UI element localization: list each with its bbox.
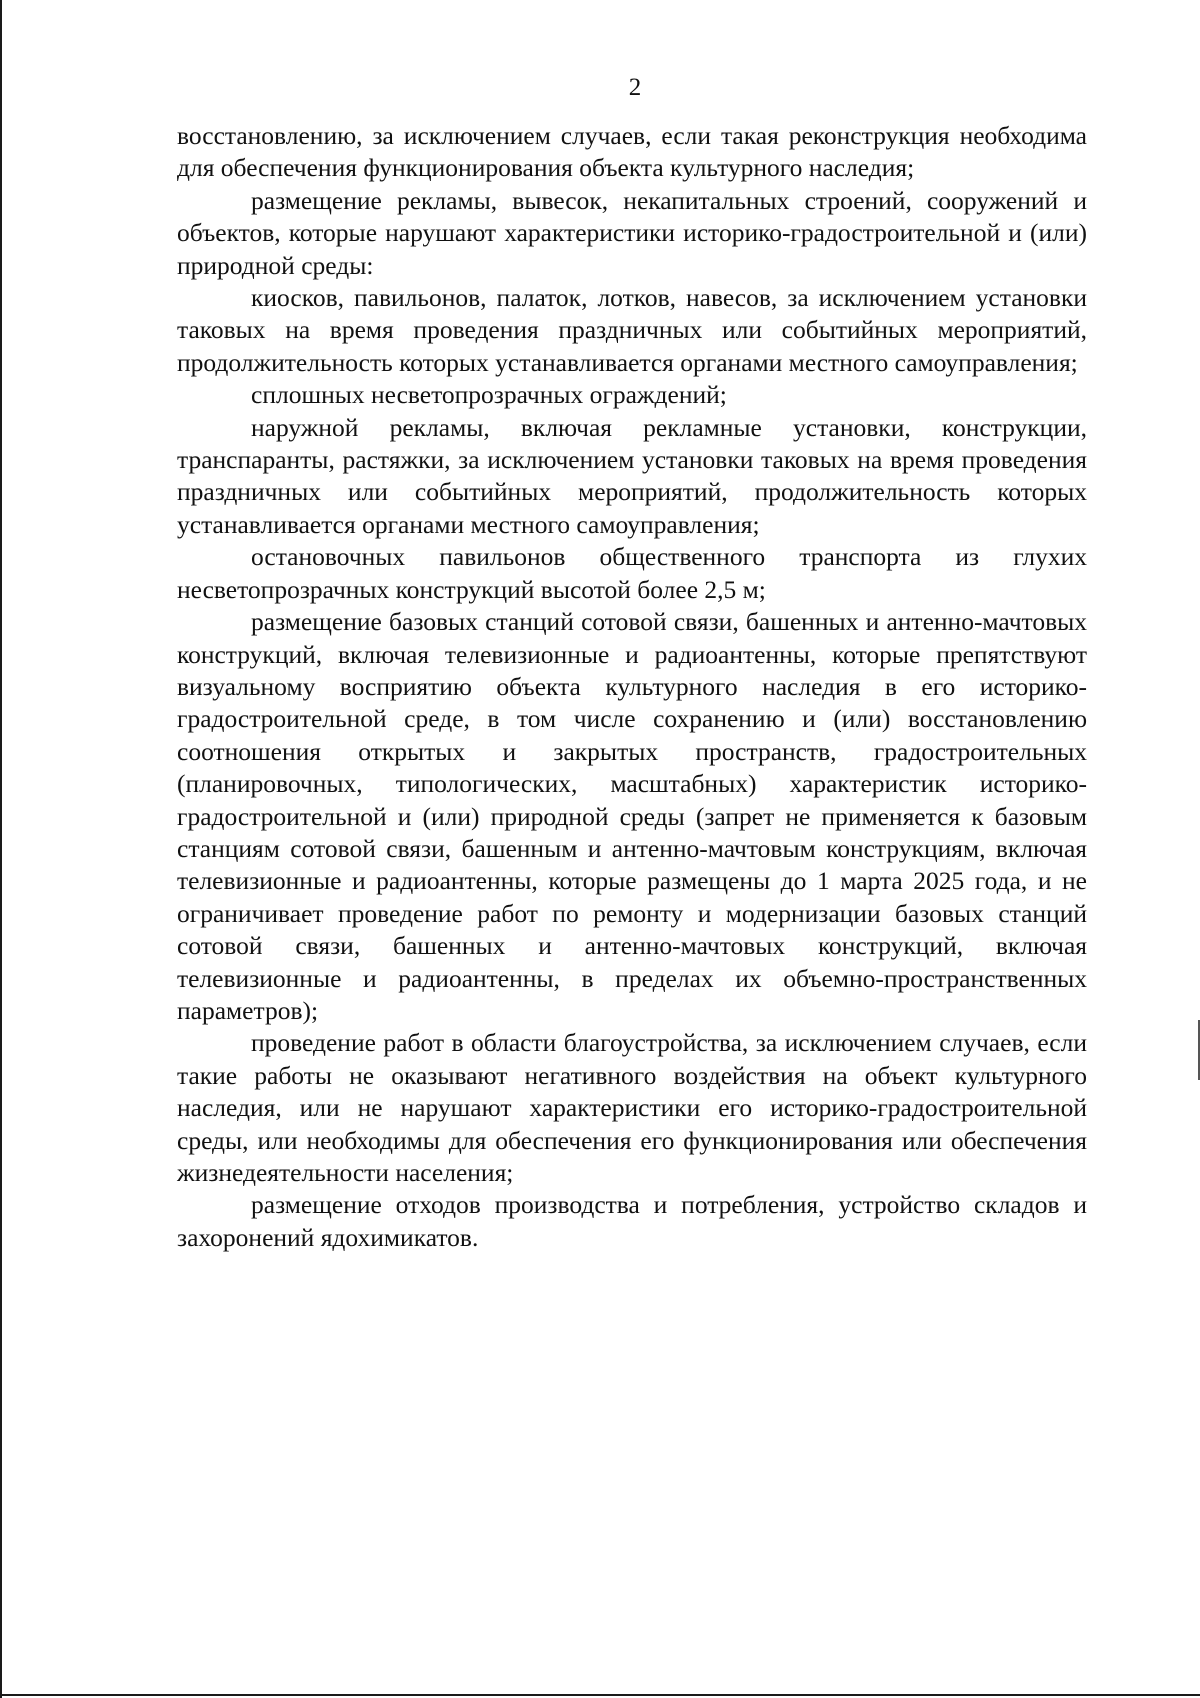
paragraph: сплошных несветопрозрачных ограждений; <box>251 380 727 410</box>
page-number: 2 <box>628 74 642 101</box>
paragraph: киосков, павильонов, палаток, лотков, навесов, за исключением установки таковых на время проведения праздничных или событийных мероприятий, продолжительность которых устанавливается органами местного самоуправления; <box>177 283 1087 377</box>
paragraph: размещение отходов производства и потребления, устройство складов и захоронений ядохимикатов. <box>177 1190 1087 1252</box>
document-body <box>177 120 1087 1254</box>
scan-edge-left <box>0 0 2 1698</box>
paragraph: остановочных павильонов общественного транспорта из глухих несветопрозрачных конструкций высотой более 2,5 м; <box>177 542 1087 604</box>
paragraph: проведение работ в области благоустройства, за исключением случаев, если такие работы не оказывают негативного воздействия на объект культурного наследия, или не нарушают характеристики его историко-градостроительной среды, или необходимы для обеспечения его функционирования или обеспечения жизнедеятельности населения; <box>177 1028 1087 1187</box>
paragraph: размещение базовых станций сотовой связи, башенных и антенно-мачтовых конструкций, включая телевизионные и радиоантенны, которые препятствуют визуальному восприятию объекта культурного наследия в его историко-градостроительной среде, в том числе сохранению и (или) восстановлению соотношения открытых и закрытых пространств, градостроительных (планировочных, типологических, масштабных) характеристик историко-градостроительной и (или) природной среды (запрет не применяется к базовым станциям сотовой связи, башенным и антенно-мачтовым конструкциям, включая телевизионные и радиоантенны, которые размещены до 1 марта 2025 года, и не ограничивает проведение работ по ремонту и модернизации базовых станций сотовой связи, башенных и антенно-мачтовых конструкций, включая телевизионные и радиоантенны, в пределах их объемно-пространственных параметров); <box>177 607 1087 1025</box>
scan-edge-bottom <box>0 1694 1200 1696</box>
paragraph: восстановлению, за исключением случаев, если такая реконструкция необходима для обеспечения функционирования объекта культурного наследия; <box>177 121 1087 183</box>
paragraph: размещение рекламы, вывесок, некапитальных строений, сооружений и объектов, которые нарушают характеристики историко-градостроительной и (или) природной среды: <box>177 185 1087 280</box>
paragraph: наружной рекламы, включая рекламные установки, конструкции, транспаранты, растяжки, за исключением установки таковых на время проведения праздничных или событийных мероприятий, продолжительность которых устанавливается органами местного самоуправления; <box>177 412 1087 539</box>
